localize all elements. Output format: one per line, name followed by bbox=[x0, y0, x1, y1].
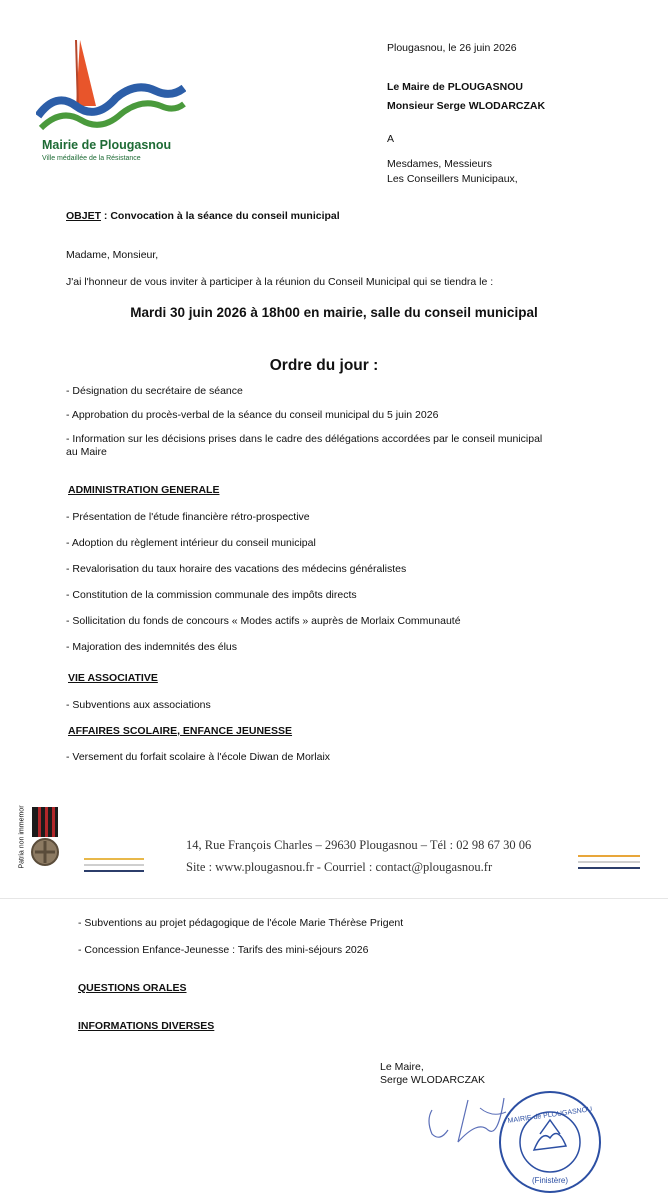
logo-name: Mairie de Plougasnou bbox=[42, 138, 172, 152]
footer-stripe bbox=[84, 864, 144, 866]
logo-tagline: Ville médaillée de la Résistance bbox=[42, 155, 141, 162]
agenda-item: - Information sur les décisions prises dans le cadre des délégations accordées par le conseil municipal bbox=[66, 433, 543, 445]
footer-web: Site : www.plougasnou.fr - Courriel : contact@plougasnou.fr bbox=[186, 860, 493, 874]
section-vie-associative: VIE ASSOCIATIVE bbox=[68, 672, 158, 684]
mairie-logo bbox=[36, 36, 186, 166]
object-text: : Convocation à la séance du conseil municipal bbox=[101, 210, 340, 222]
recipient-line-2: Les Conseillers Municipaux, bbox=[387, 173, 518, 185]
admin-item: - Constitution de la commission communale des impôts directs bbox=[66, 589, 357, 601]
admin-item: - Sollicitation du fonds de concours « Modes actifs » auprès de Morlaix Communauté bbox=[66, 615, 461, 627]
vie-item: - Subventions aux associations bbox=[66, 699, 211, 711]
footer-address: 14, Rue François Charles – 29630 Plougasnou – Tél : 02 98 67 30 06 bbox=[186, 838, 532, 852]
medal-caption: Patria non immemor bbox=[18, 805, 26, 869]
recipient-line-1: Mesdames, Messieurs bbox=[387, 158, 493, 170]
section-informations-diverses: INFORMATIONS DIVERSES bbox=[78, 1020, 215, 1032]
mairie-stamp bbox=[498, 1090, 602, 1194]
page-separator bbox=[0, 898, 668, 899]
agenda-item: - Approbation du procès-verbal de la séance du conseil municipal du 5 juin 2026 bbox=[66, 409, 439, 421]
sender-name: Monsieur Serge WLODARCZAK bbox=[387, 100, 546, 112]
stamp-bottom-text: (Finistère) bbox=[531, 1176, 568, 1185]
footer-stripe bbox=[578, 861, 640, 863]
admin-item: - Présentation de l'étude financière rétro-prospective bbox=[66, 511, 310, 523]
footer-stripe bbox=[84, 870, 144, 872]
agenda-title: Ordre du jour : bbox=[269, 357, 379, 374]
object-label: OBJET bbox=[66, 210, 102, 222]
intro-text: J'ai l'honneur de vous inviter à participer à la réunion du Conseil Municipal qui se tiendra le : bbox=[66, 276, 494, 288]
closing-name: Serge WLODARCZAK bbox=[380, 1074, 486, 1086]
agenda-item: au Maire bbox=[66, 446, 107, 458]
to-label: A bbox=[387, 133, 395, 145]
admin-item: - Majoration des indemnités des élus bbox=[66, 641, 238, 653]
scolaire-item: - Versement du forfait scolaire à l'école Diwan de Morlaix bbox=[66, 751, 331, 763]
object-line bbox=[66, 210, 340, 222]
page2-item: - Subventions au projet pédagogique de l'école Marie Thérèse Prigent bbox=[78, 917, 404, 929]
section-questions-orales: QUESTIONS ORALES bbox=[78, 982, 187, 994]
admin-item: - Adoption du règlement intérieur du conseil municipal bbox=[66, 537, 316, 549]
admin-item: - Revalorisation du taux horaire des vacations des médecins généralistes bbox=[66, 563, 407, 575]
footer-stripe bbox=[578, 867, 640, 869]
footer-stripe bbox=[578, 855, 640, 857]
stamp-top-text: MAIRIE de PLOUGASNOU bbox=[507, 1106, 593, 1125]
meeting-date: Mardi 30 juin 2026 à 18h00 en mairie, salle du conseil municipal bbox=[130, 305, 538, 320]
date-line: Plougasnou, le 26 juin 2026 bbox=[387, 42, 517, 54]
agenda-item: - Désignation du secrétaire de séance bbox=[66, 385, 243, 397]
resistance-medal bbox=[14, 805, 66, 875]
section-admin: ADMINISTRATION GENERALE bbox=[68, 484, 220, 496]
page2-item: - Concession Enfance-Jeunesse : Tarifs des mini-séjours 2026 bbox=[78, 944, 369, 956]
sender-title: Le Maire de PLOUGASNOU bbox=[387, 81, 523, 93]
closing-title: Le Maire, bbox=[380, 1061, 424, 1073]
salutation: Madame, Monsieur, bbox=[66, 249, 159, 261]
footer-stripe bbox=[84, 858, 144, 860]
sail-wave-logo-icon bbox=[36, 36, 186, 136]
section-affaires-scolaire: AFFAIRES SCOLAIRE, ENFANCE JEUNESSE bbox=[68, 725, 293, 737]
